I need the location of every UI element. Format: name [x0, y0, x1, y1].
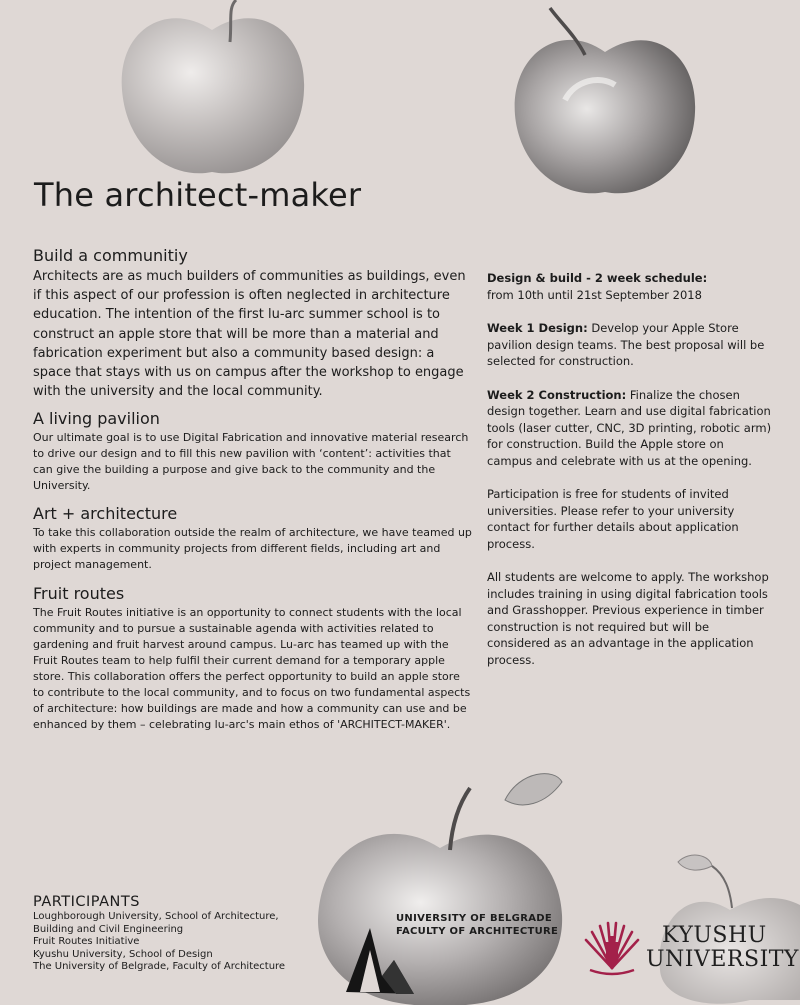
apple-illustration-top-right [505, 0, 705, 200]
section-heading: Art + architecture [33, 504, 178, 524]
week1-paragraph [487, 320, 772, 370]
main-column [33, 245, 473, 733]
section-fruit-routes [33, 583, 473, 733]
week1-text: Develop your Apple Store pavilion design teams. The best proposal will be selected for construction. [487, 321, 765, 368]
participants-heading: PARTICIPANTS [33, 894, 140, 910]
section-heading: Build a communitiy [33, 246, 188, 265]
kyushu-university-emblem-icon [582, 920, 642, 976]
week2-label: Week 2 Construction: [487, 387, 627, 402]
participant-line: Fruit Routes Initiative [33, 936, 140, 947]
schedule-dates: from 10th until 21st September 2018 [487, 287, 702, 302]
participant-line: Loughborough University, School of Architecture, [33, 911, 279, 922]
section-body: To take this collaboration outside the realm of architecture, we have teamed up with experts in community projects from different fields, including art and project management. [33, 526, 472, 572]
participant-line: The University of Belgrade, Faculty of Architecture [33, 961, 286, 972]
apple-illustration-top-left [112, 0, 312, 180]
participant-line: Building and Civil Engineering [33, 923, 184, 935]
week1-label: Week 1 Design: [487, 321, 588, 335]
participation-paragraph: Participation is free for students of invited universities. Please refer to your university contact for further details about application process. [487, 487, 739, 551]
participants-block [33, 893, 333, 974]
section-build-a-community [33, 245, 473, 401]
week2-text: Finalize the chosen design together. Learn and use digital fabrication tools (laser cutter, CNC, 3D printing, robotic arm) for construction. Build the Apple store on campus and celebrate with us at the opening. [487, 387, 772, 468]
section-body: The Fruit Routes initiative is an opportunity to connect students with the local community and to pursue a sustainable agenda with activities related to gardening and fruit harvest around campus. Lu-arc has teamed up with the Fruit Routes team to help fulfil their current demand for a temporary apple store. This collaboration offers the perfect opportunity to build an apple store to contribute to the local community, and to focus on two fundamental aspects of architecture: how buildings are made and how a community can use and be enhanced by them – celebrating lu-arc's main ethos of 'ARCHITECT-MAKER'. [33, 606, 471, 732]
eligibility-paragraph: All students are welcome to apply. The workshop includes training in using digital fabrication tools and Grasshopper. Previous experience in timber construction is not required but will be considered as an advantage in the application process. [487, 570, 769, 667]
schedule-column [487, 270, 772, 668]
page-title: The architect-maker [34, 176, 362, 214]
week2-paragraph [487, 387, 772, 470]
schedule-heading: Design & build - 2 week schedule: [487, 271, 708, 285]
section-heading: A living pavilion [33, 409, 160, 429]
belgrade-logo-text: UNIVERSITY OF BELGRADE FACULTY OF ARCHITECTURE [396, 913, 559, 937]
section-heading: Fruit routes [33, 584, 125, 604]
participant-line: Kyushu University, School of Design [33, 948, 213, 960]
section-body: Architects are as much builders of communities as buildings, even if this aspect of our profession is often neglected in architecture education. The intention of the first lu-arc summer school is to construct an apple store that will be more than a material and fabrication experiment but also a community based design: a space that stays with us on campus after the workshop to engage with the university and the local community. [33, 269, 466, 400]
section-art-architecture [33, 503, 473, 573]
section-living-pavilion [33, 408, 473, 494]
section-body: Our ultimate goal is to use Digital Fabrication and innovative material research to drive our design and to fill this new pavilion with ‘content’: activities that can give the building a purpose and give back to the community and the University. [33, 431, 469, 493]
kyushu-logo-text: KYUSHU UNIVERSITY [646, 923, 799, 972]
